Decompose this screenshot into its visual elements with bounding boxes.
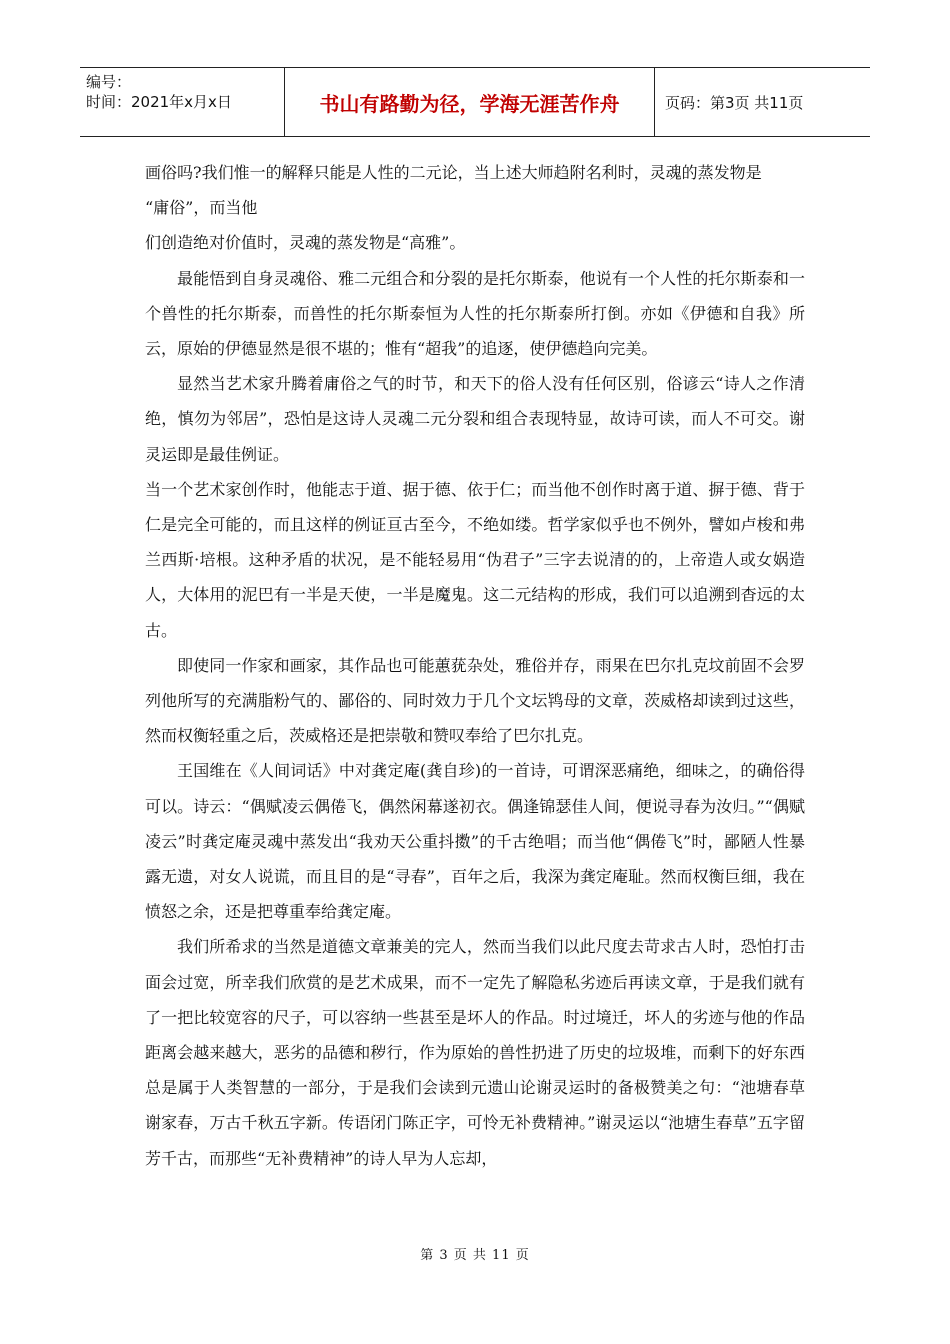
document-body bbox=[145, 155, 805, 1176]
code-label: 编号： bbox=[86, 73, 132, 91]
paragraph: 我们所希求的当然是道德文章兼美的完人，然而当我们以此尺度去苛求古人时，恐怕打击面会过宽，所幸我们欣赏的是艺术成果，而不一定先了解隐私劣迹后再读文章，于是我们就有了一把比较宽容的尺子，可以容纳一些甚至是坏人的作品。时过境迁，坏人的劣迹与他的作品距离会越来越大，恶劣的品德和秽行，作为原始的兽性扔进了历史的垃圾堆，而剩下的好东西总是属于人类智慧的一部分，于是我们会读到元遗山论谢灵运时的备极赞美之句：“池塘春草谢家春，万古千秋五字新。传语闭门陈正字，可怜无补费精神。”谢灵运以“池塘生春草”五字留芳千古，而那些“无补费精神”的诗人早为人忘却， bbox=[145, 937, 805, 1168]
paragraph: 王国维在《人间词话》中对龚定庵(龚自珍)的一首诗，可谓深恶痛绝，细味之，的确俗得可以。诗云：“偶赋凌云偶倦飞，偶然闲幕遂初衣。偶逢锦瑟佳人间，便说寻春为汝归。”“偶赋凌云”时龚定庵灵魂中蒸发出“我劝天公重抖擞”的千古绝唱；而当他“偶倦飞”时，鄙陋人性暴露无遗，对女人说谎，而且目的是“寻春”，百年之后，我深为龚定庵耻。然而权衡巨细，我在愤怒之余，还是把尊重奉给龚定庵。 bbox=[145, 761, 805, 922]
paragraph: 最能悟到自身灵魂俗、雅二元组合和分裂的是托尔斯泰，他说有一个人性的托尔斯泰和一个兽性的托尔斯泰，而兽性的托尔斯泰恒为人性的托尔斯泰所打倒。亦如《伊德和自我》所云，原始的伊德显然是很不堪的；惟有“超我”的追逐，使伊德趋向完美。 bbox=[145, 268, 805, 359]
page-footer: 第 3 页 共 11 页 bbox=[420, 1248, 530, 1263]
date-line: 时间：2021年x月x日 bbox=[86, 93, 232, 111]
paragraph: 显然当艺术家升腾着庸俗之气的时节，和天下的俗人没有任何区别，俗谚云“诗人之作清绝，慎勿为邻居”，恐怕是这诗人灵魂二元分裂和组合表现特显，故诗可读，而人不可交。谢灵运即是最佳例证。 bbox=[145, 374, 805, 464]
paragraph: 们创造绝对价值时，灵魂的蒸发物是“高雅”。 bbox=[145, 233, 466, 253]
paragraph: 画俗吗?我们惟一的解释只能是人性的二元论，当上述大师趋附名利时，灵魂的蒸发物是 bbox=[145, 163, 762, 182]
paragraph: 当一个艺术家创作时，他能志于道、据于德、依于仁；而当他不创作时离于道、摒于德、背于仁是完全可能的，而且这样的例证亘古至今，不绝如缕。哲学家似乎也不例外，譬如卢梭和弗兰西斯·培根。这种矛盾的状况，是不能轻易用“伪君子”三字去说清的的，上帝造人或女娲造人，大体用的泥巴有一半是天使，一半是魔鬼。这二元结构的形成，我们可以追溯到杳远的太古。 bbox=[145, 479, 805, 640]
header-page-info: 页码：第3页 共11页 bbox=[665, 93, 804, 112]
page-header bbox=[80, 67, 870, 137]
header-motto: 书山有路勤为径，学海无涯苦作舟 bbox=[285, 68, 655, 136]
header-meta bbox=[80, 68, 285, 136]
paragraph: 即使同一作家和画家，其作品也可能蕙莸杂处，雅俗并存，雨果在巴尔扎克坟前固不会罗列他所写的充满脂粉气的、鄙俗的、同时效力于几个文坛鸨母的文章，茨威格却读到过这些，然而权衡轻重之后，茨威格还是把崇敬和赞叹奉给了巴尔扎克。 bbox=[145, 655, 805, 746]
paragraph: “庸俗”，而当他 bbox=[145, 198, 258, 218]
